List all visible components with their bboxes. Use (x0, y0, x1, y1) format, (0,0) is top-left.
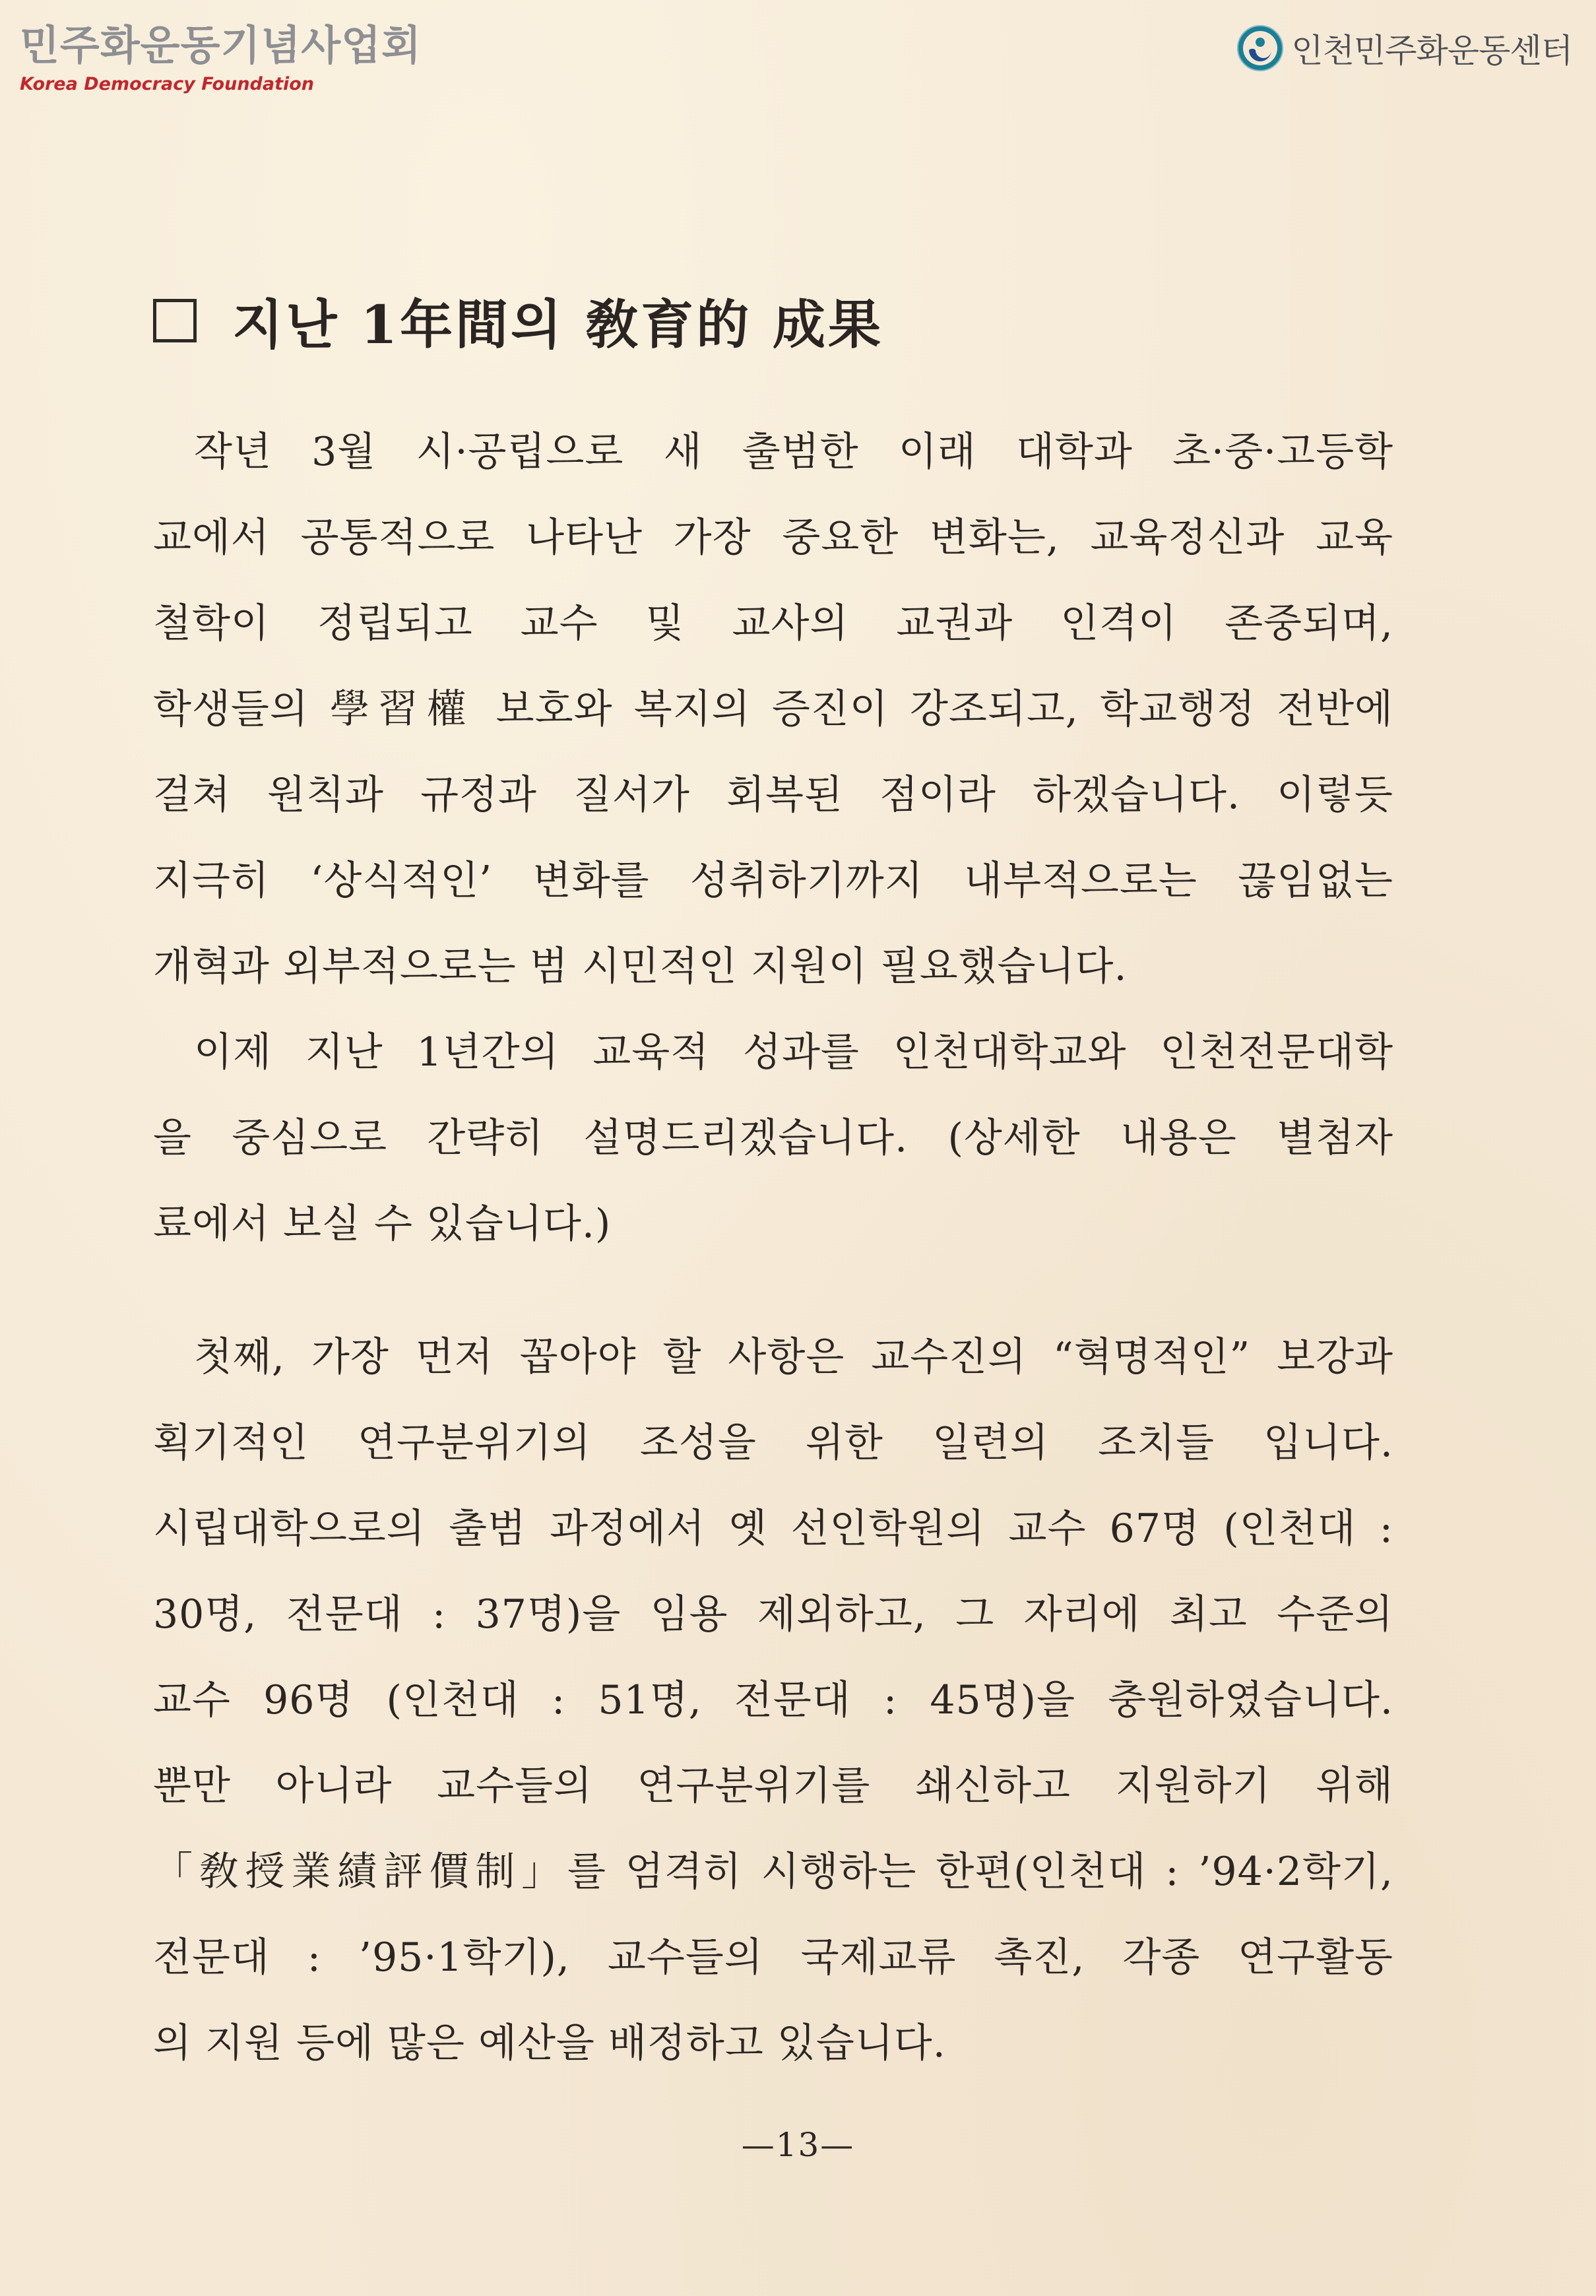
text-line: 지극히 ‘상식적인’ 변화를 성취하기까지 내부적으로는 끊임없는 (153, 858, 1393, 904)
paragraph (153, 1009, 1393, 1267)
text-line: 교에서 공통적으로 나타난 가장 중요한 변화는, 교육정신과 교육 (153, 515, 1393, 561)
text-line: 30명, 전문대 : 37명)을 임용 제외하고, 그 자리에 최고 수준의 (153, 1591, 1393, 1638)
paragraph (153, 1314, 1393, 2086)
empty-checkbox-icon (153, 299, 197, 342)
section-heading (153, 282, 883, 358)
text-line: 료에서 보실 수 있습니다.) (153, 1201, 612, 1247)
text-line: 첫째, 가장 먼저 꼽아야 할 사항은 교수진의 “혁명적인” 보강과 (194, 1334, 1393, 1380)
korea-democracy-foundation-logo (20, 21, 422, 94)
section-heading-text: 지난 1年間의 敎育的 成果 (232, 294, 884, 356)
body-text (153, 409, 1393, 2086)
incheon-democracy-center-logo (1236, 24, 1572, 73)
text-line: 시립대학으로의 출범 과정에서 옛 선인학원의 교수 67명 (인천대 : (153, 1506, 1393, 1552)
incheon-center-logo-text: 인천민주화운동센터 (1291, 32, 1572, 70)
kdf-logo-korean-text: 민주화운동기념사업회 (20, 21, 422, 69)
text-line: 을 중심으로 간략히 설명드리겠습니다. (상세한 내용은 별첨자 (153, 1115, 1393, 1161)
text-line: 전문대 : ’95·1학기), 교수들의 국제교류 촉진, 각종 연구활동 (153, 1934, 1393, 1981)
text-line: 철학이 정립되고 교수 및 교사의 교권과 인격이 존중되며, (153, 600, 1393, 647)
incheon-emblem-icon (1236, 24, 1285, 73)
text-line: 교수 96명 (인천대 : 51명, 전문대 : 45명)을 충원하였습니다. (153, 1677, 1393, 1723)
paragraph (153, 409, 1393, 1009)
text-line: 획기적인 연구분위기의 조성을 위한 일련의 조치들 입니다. (153, 1420, 1393, 1466)
text-line: 걸쳐 원칙과 규정과 질서가 회복된 점이라 하겠습니다. 이렇듯 (153, 772, 1393, 818)
text-line: 작년 3월 시·공립으로 새 출범한 이래 대학과 초·중·고등학 (194, 429, 1393, 475)
text-line: 학생들의 學習權 보호와 복지의 증진이 강조되고, 학교행정 전반에 (153, 686, 1393, 732)
text-line: 「敎授業績評價制」를 엄격히 시행하는 한편(인천대 : ’94·2학기, (153, 1849, 1393, 1895)
page-number: —13— (741, 2126, 855, 2164)
kdf-logo-english-text: Korea Democracy Foundation (20, 74, 315, 94)
text-line: 의 지원 등에 많은 예산을 배정하고 있습니다. (153, 2020, 946, 2066)
text-line: 뿐만 아니라 교수들의 연구분위기를 쇄신하고 지원하기 위해 (153, 1763, 1393, 1809)
text-line: 개혁과 외부적으로는 범 시민적인 지원이 필요했습니다. (153, 943, 1128, 990)
text-line: 이제 지난 1년간의 교육적 성과를 인천대학교와 인천전문대학 (194, 1029, 1393, 1075)
